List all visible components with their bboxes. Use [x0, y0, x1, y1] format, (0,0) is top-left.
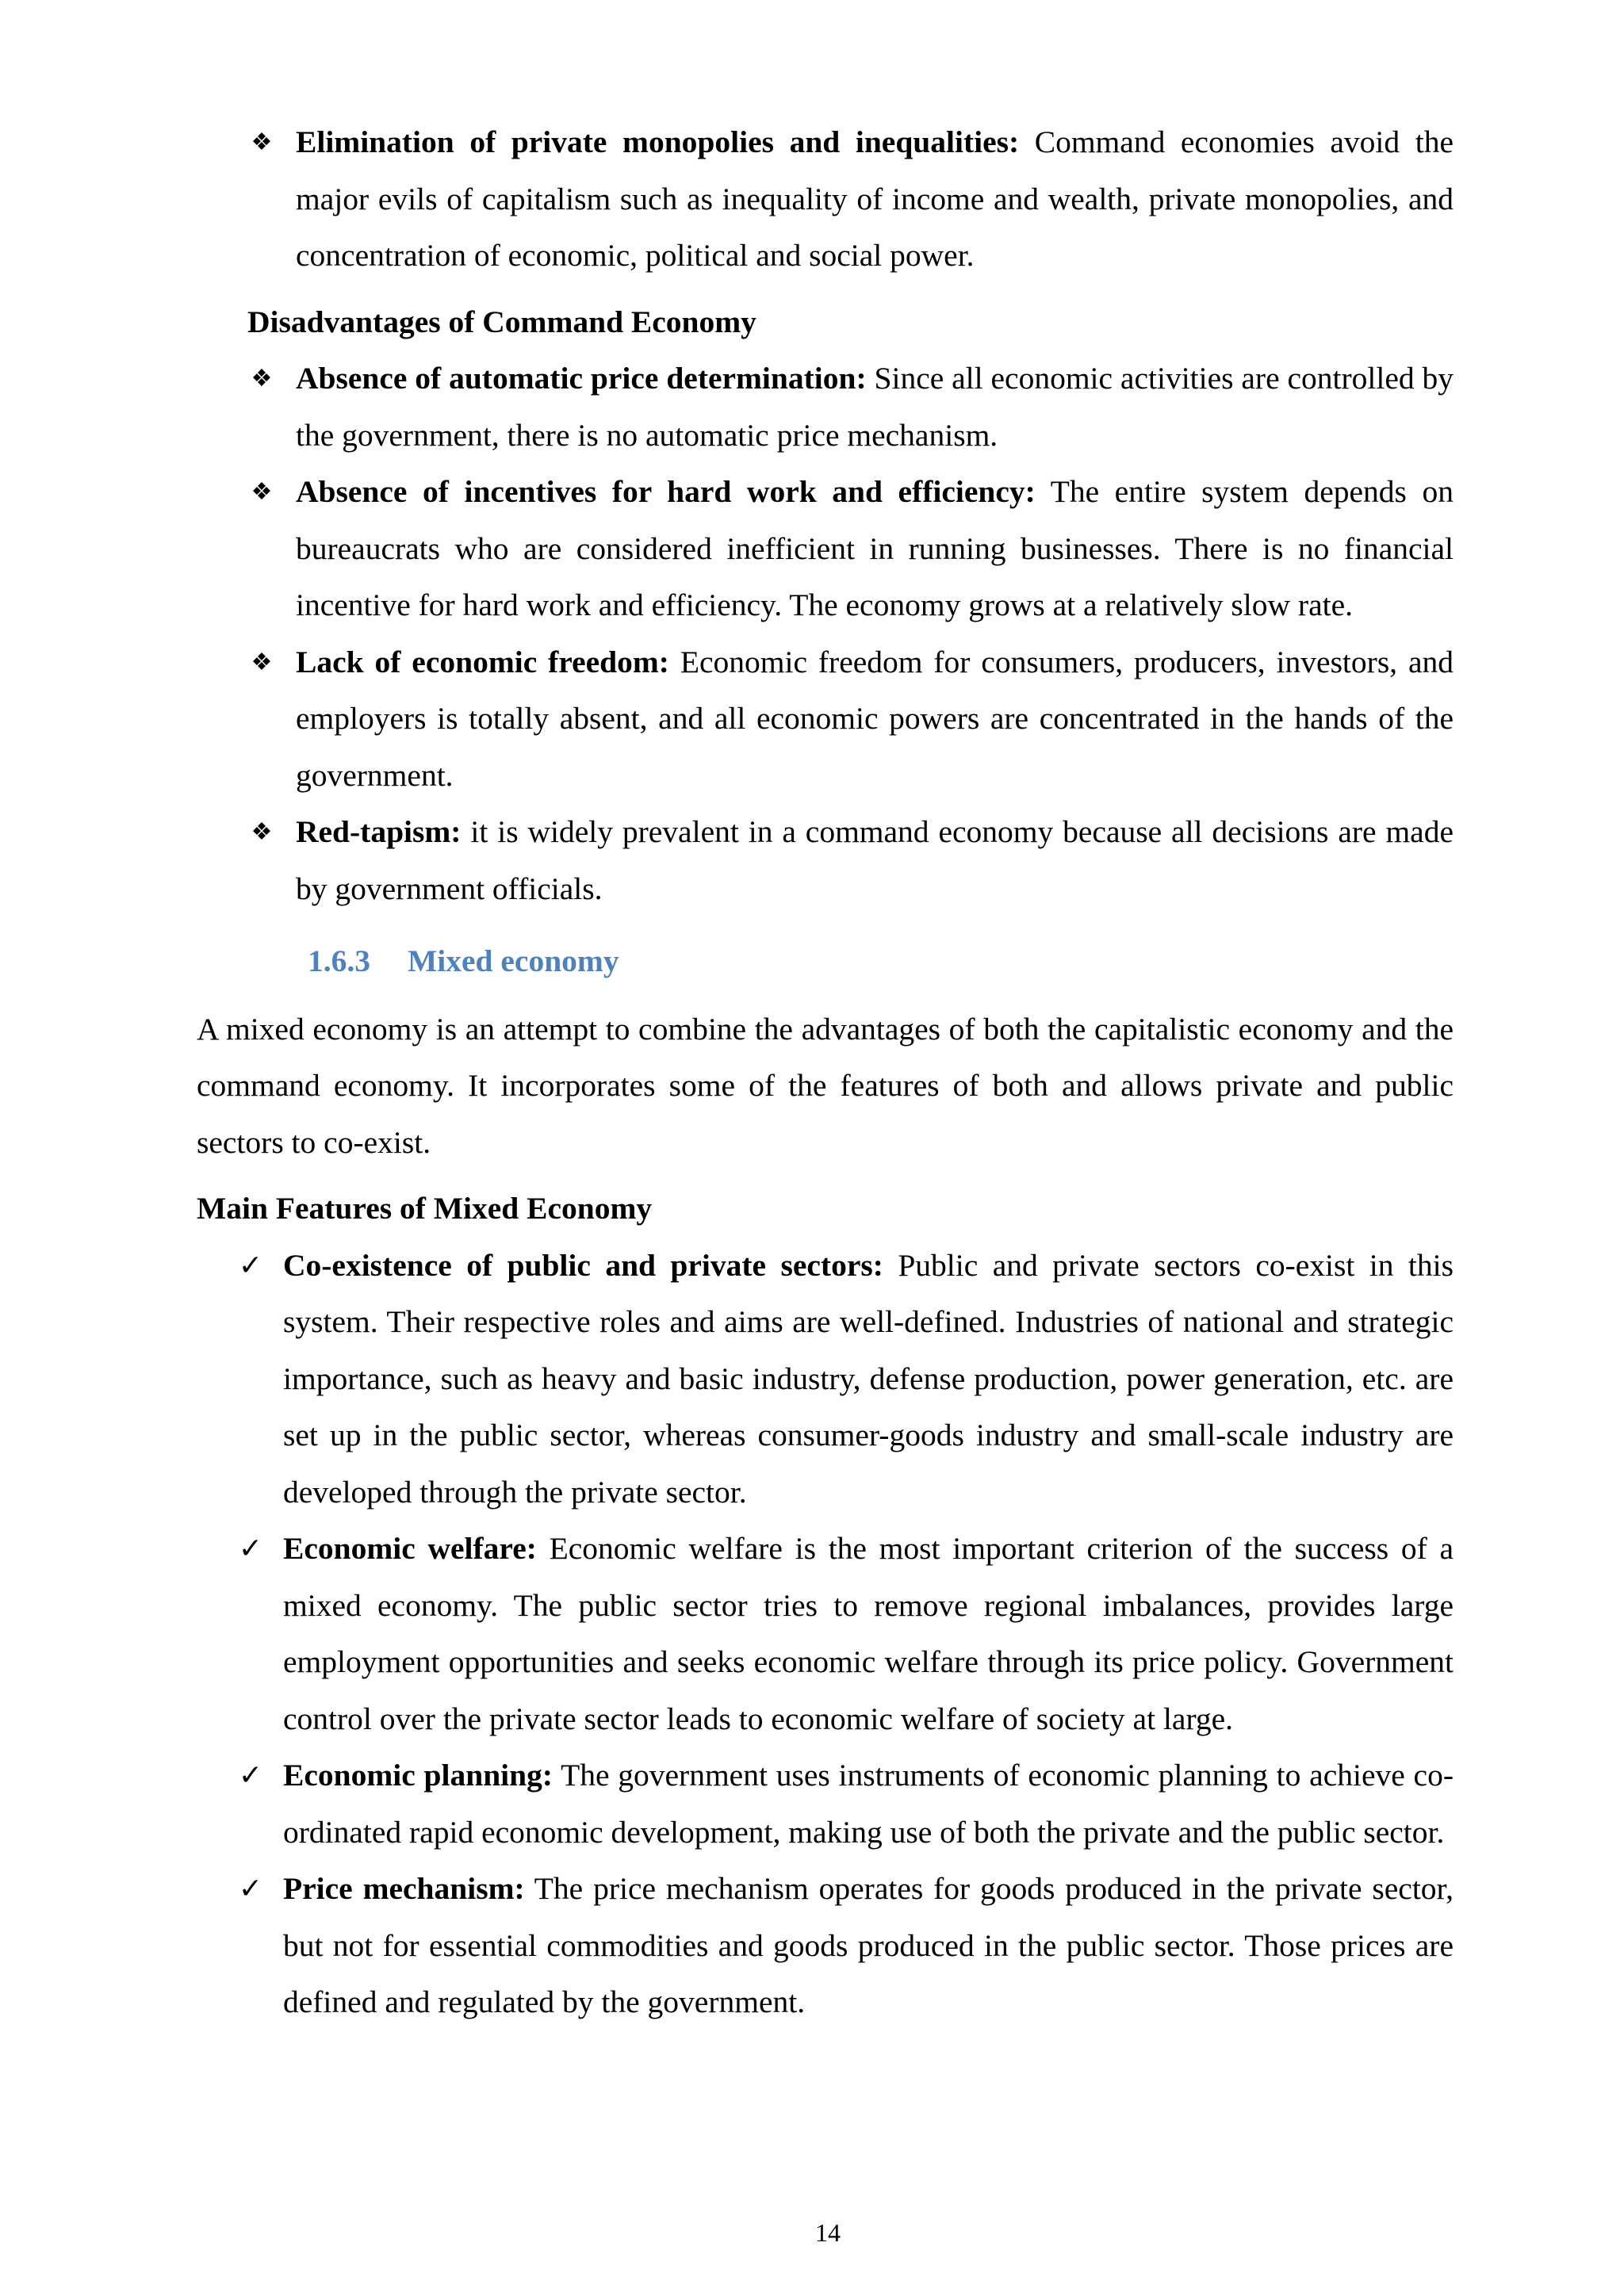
item-text: Economic welfare is the most important criterion of the success of a mixed economy. The public sector tries to remove regional imbalances, provides large employment opportunities and seeks economic welfare through its price policy. Government control over the private sector leads to economic welfare of society at large.	[283, 1531, 1454, 1736]
item-term: Lack of economic freedom:	[296, 644, 669, 679]
diamond-bullet-icon: ❖	[251, 365, 273, 392]
item-term: Elimination of private monopolies and inequalities:	[296, 124, 1020, 159]
item-text: The price mechanism operates for goods produced in the private sector, but not for essential commodities and goods produced in the public sector. Those prices are defined and regulated by the government.	[283, 1871, 1454, 2019]
checkmark-icon: ✓	[238, 1249, 263, 1281]
item-text: Public and private sectors co-exist in this system. Their respective roles and aims are well-defined. Industries of national and strategic importance, such as heavy and basic industry, defense production, power generation, etc. are set up in the public sector, whereas consumer-goods industry and small-scale industry are developed through the private sector.	[283, 1247, 1454, 1510]
list-item	[197, 114, 1454, 285]
item-term: Red-tapism:	[296, 814, 462, 849]
list-item	[197, 464, 1454, 634]
item-term: Absence of incentives for hard work and efficiency:	[296, 474, 1036, 509]
item-text: Economic freedom for consumers, producers, investors, and employers is totally absent, and all economic powers are concentrated in the hands of the government.	[296, 644, 1454, 793]
item-text: it is widely prevalent in a command economy because all decisions are made by government officials.	[296, 814, 1454, 906]
list-item	[197, 804, 1454, 917]
item-text: The entire system depends on bureaucrats who are considered inefficient in running businesses. There is no financial incentive for hard work and efficiency. The economy grows at a relatively slow rate.	[296, 474, 1454, 622]
list-item	[197, 1521, 1454, 1747]
features-heading: Main Features of Mixed Economy	[197, 1191, 653, 1226]
list-item	[197, 634, 1454, 805]
list-item	[197, 350, 1454, 464]
list-item	[197, 1861, 1454, 2031]
item-term: Co-existence of public and private sectors:	[283, 1247, 883, 1283]
item-text: The government uses instruments of economic planning to achieve co-ordinated rapid economic development, making use of both the private and the public sector.	[283, 1758, 1454, 1850]
diamond-bullet-icon: ❖	[251, 819, 273, 845]
item-text: Since all economic activities are controlled by the government, there is no automatic price mechanism.	[296, 361, 1454, 453]
page-number: 14	[815, 2218, 841, 2247]
checkmark-icon: ✓	[238, 1759, 263, 1791]
item-term: Price mechanism:	[283, 1871, 525, 1906]
item-term: Economic welfare:	[283, 1531, 537, 1566]
section-number: 1.6.3	[308, 943, 370, 978]
section-title: Mixed economy	[408, 943, 619, 978]
item-term: Absence of automatic price determination:	[296, 361, 867, 396]
diamond-bullet-icon: ❖	[251, 649, 273, 675]
diamond-bullet-icon: ❖	[251, 479, 273, 505]
checkmark-icon: ✓	[238, 1873, 263, 1904]
item-text: Command economies avoid the major evils of capitalism such as inequality of income and wealth, private monopolies, and concentration of economic, political and social power.	[296, 124, 1454, 273]
diamond-bullet-icon: ❖	[251, 129, 273, 155]
section-heading	[197, 933, 1454, 990]
page-content	[197, 114, 1454, 2031]
list-item	[197, 1238, 1454, 1521]
list-item	[197, 1747, 1454, 1861]
disadvantages-heading: Disadvantages of Command Economy	[247, 304, 756, 339]
section-intro: A mixed economy is an attempt to combine the advantages of both the capitalistic economy and the command economy. It incorporates some of the features of both and allows private and public sectors to co-exist.	[197, 1011, 1454, 1160]
checkmark-icon: ✓	[238, 1533, 263, 1564]
item-term: Economic planning:	[283, 1758, 553, 1793]
